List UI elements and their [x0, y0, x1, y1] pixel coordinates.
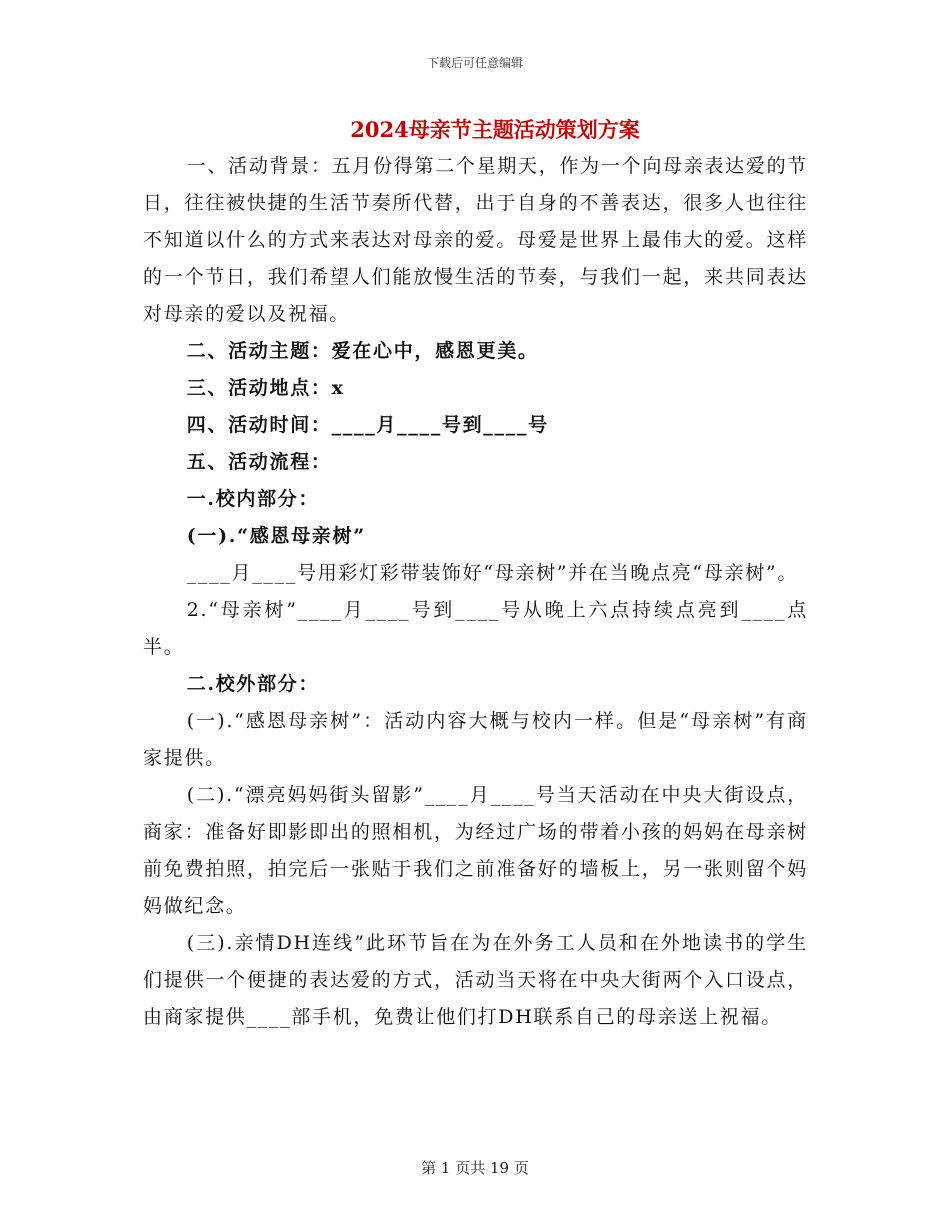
page-footer: 第 1 页共 19 页 — [421, 1159, 529, 1177]
document-body — [143, 148, 808, 1036]
paragraph-campus-tree-lighting: 2.“母亲树”____月____号到____号从晚上六点持续点亮到____点半。 — [143, 599, 808, 658]
paragraph-offcampus-heading: 二.校外部分： — [186, 673, 320, 695]
paragraph-process-heading: 五、活动流程： — [186, 451, 332, 473]
paragraph-offcampus-phone: (三).亲情DH连线”此环节旨在为在外务工人员和在外地读书的学生们提供一个便捷的表达爱的方式，活动当天将在中央大街两个入口设点，由商家提供____部手机，免费让他们打DH联系自己的母亲送上祝福。 — [143, 932, 808, 1028]
paragraph-background: 一、活动背景：五月份得第二个星期天，作为一个向母亲表达爱的节日，往往被快捷的生活节奏所代替，出于自身的不善表达，很多人也往往不知道以什么的方式来表达对母亲的爱。母爱是世界上最伟大的爱。这样的一个节日，我们希望人们能放慢生活的节奏，与我们一起，来共同表达对母亲的爱以及祝福。 — [143, 155, 808, 325]
paragraph-location: 三、活动地点：x — [186, 377, 345, 399]
paragraph-theme: 二、活动主题：爱在心中，感恩更美。 — [186, 340, 539, 362]
paragraph-time: 四、活动时间：____月____号到____号 — [186, 414, 549, 436]
document-title: 2024母亲节主题活动策划方案 — [350, 117, 640, 142]
paragraph-campus-tree-heading: (一).“感恩母亲树” — [186, 525, 366, 547]
paragraph-campus-heading: 一.校内部分： — [186, 488, 320, 510]
paragraph-campus-tree-decoration: ____月____号用彩灯彩带装饰好“母亲树”并在当晚点亮“母亲树”。 — [186, 562, 799, 584]
paragraph-offcampus-photo: (二).“漂亮妈妈街头留影”____月____号当天活动在中央大街设点，商家：准备好即影即出的照相机，为经过广场的带着小孩的妈妈在母亲树前免费拍照，拍完后一张贴于我们之前准备好的墙板上，另一张则留个妈妈做纪念。 — [143, 784, 808, 917]
paragraph-offcampus-tree: (一).“感恩母亲树”：活动内容大概与校内一样。但是“母亲树”有商家提供。 — [143, 710, 808, 769]
page-header: 下载后可任意编辑 — [426, 56, 523, 70]
